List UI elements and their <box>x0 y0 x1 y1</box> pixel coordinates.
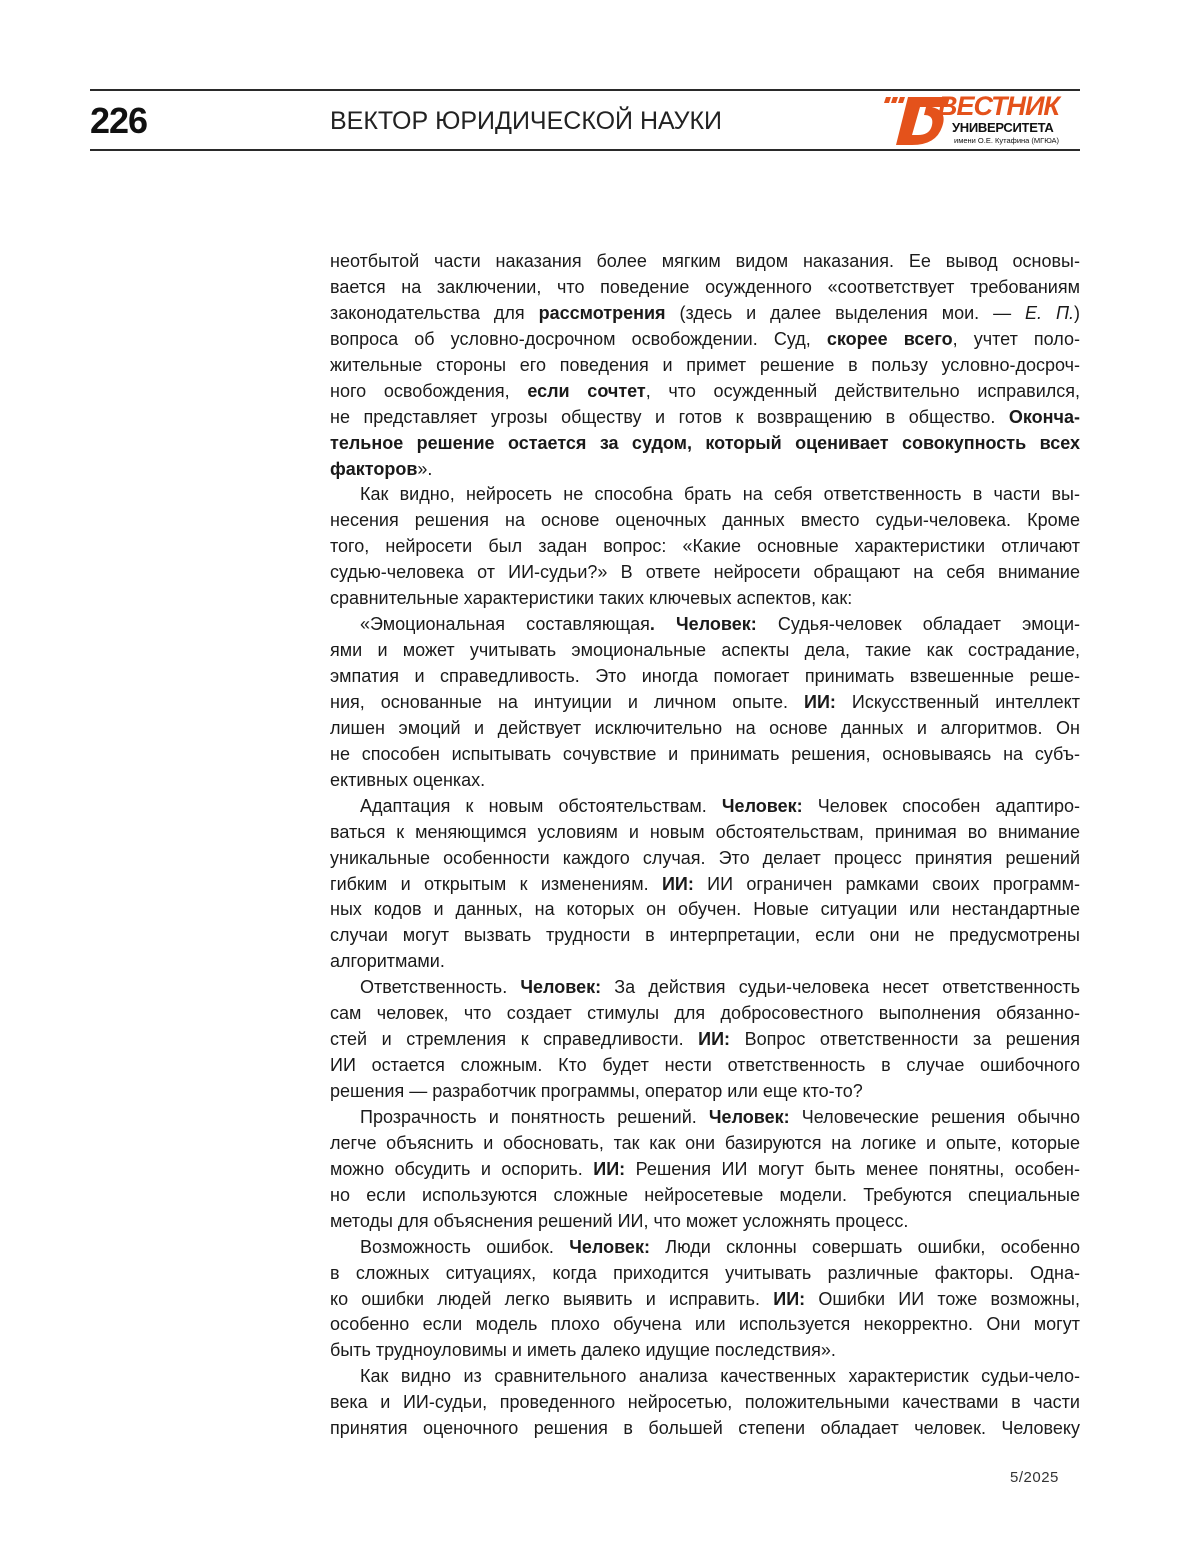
text-line <box>330 457 1080 483</box>
text-run: не представляет угрозы обществу и готов к возвращению в общество. <box>330 406 1009 427</box>
text-run: ями и может учитывать эмоциональные аспекты дела, такие как сострадание, <box>330 640 1080 661</box>
text-line <box>330 1105 1080 1131</box>
text-line <box>330 1287 1080 1313</box>
text-line <box>330 1027 1080 1053</box>
text-line <box>330 1416 1080 1442</box>
text-line <box>330 431 1080 457</box>
text-line <box>330 742 1080 768</box>
text-run: принятия оценочного решения в большей степени обладает человек. Человеку <box>330 1418 1080 1439</box>
text-run: ) <box>1074 302 1080 323</box>
text-run: судью-человека от ИИ-судьи?» В ответе нейросети обращают на себя внимание <box>330 562 1080 583</box>
text-line <box>330 301 1080 327</box>
text-line <box>330 586 1080 612</box>
text-run: гибким и открытым к изменениям. <box>330 873 662 894</box>
text-line <box>330 846 1080 872</box>
bold-text: Человек: <box>520 977 602 998</box>
journal-logo <box>882 93 1082 148</box>
text-line <box>330 975 1080 1001</box>
text-run: уникальные особенности каждого случая. Это делает процесс принятия решений <box>330 847 1080 868</box>
text-run: решения — разработчик программы, оператор или еще кто-то? <box>330 1081 863 1101</box>
bold-text: Человек: <box>569 1236 650 1257</box>
text-run: Как видно из сравнительного анализа качественных характеристик судьи-чело- <box>360 1366 1080 1387</box>
text-run: ного освобождения, <box>330 380 528 401</box>
text-run: Ошибки ИИ тоже возможны, <box>805 1288 1080 1309</box>
text-line <box>330 664 1080 690</box>
text-line <box>330 949 1080 975</box>
text-run: века и ИИ-судьи, проведенного нейросетью, положительными качествами в части <box>330 1392 1080 1413</box>
bold-text: факторов <box>330 458 418 479</box>
text-run: (здесь и далее выделения мои. — <box>665 302 1026 323</box>
text-run: ваться к меняющимся условиям и новым обстоятельствам, принимая во внимание <box>330 821 1080 842</box>
text-line <box>330 1079 1080 1105</box>
text-line <box>330 716 1080 742</box>
text-line <box>330 249 1080 275</box>
article-body <box>330 249 1080 1442</box>
text-line <box>330 508 1080 534</box>
text-run: сам человек, что создает стимулы для добросовестного выполнения обязанно- <box>330 1003 1080 1024</box>
text-run: но если используются сложные нейросетевые модели. Требуются специальные <box>330 1184 1080 1205</box>
bold-text: скорее всего <box>826 328 953 349</box>
header-bottom-rule <box>90 149 1080 151</box>
text-run: в сложных ситуациях, когда приходится учитывать различные факторы. Одна- <box>330 1262 1080 1283</box>
text-run: Человеческие решения обычно <box>789 1106 1080 1127</box>
text-run: жительные стороны его поведения и примет решение в пользу условно-досроч- <box>330 354 1080 375</box>
text-run: Возможность ошибок. <box>360 1236 570 1257</box>
text-line <box>330 872 1080 898</box>
text-line <box>330 405 1080 431</box>
text-run: Прозрачность и понятность решений. <box>360 1106 709 1127</box>
text-run: ективных оценках. <box>330 769 486 790</box>
bold-text: ИИ: <box>804 691 836 712</box>
text-line <box>330 1209 1080 1235</box>
bold-text: Человек: <box>708 1106 790 1127</box>
text-run: Вопрос ответственности за решения <box>730 1029 1080 1050</box>
journal-section-title: ВЕКТОР ЮРИДИЧЕСКОЙ НАУКИ <box>330 107 723 135</box>
text-line <box>330 820 1080 846</box>
text-run: Человек способен адаптиро- <box>802 795 1080 816</box>
text-run: законодательства для <box>330 302 539 323</box>
text-run: эмпатия и справедливость. Это иногда помогает принимать взвешенные реше- <box>330 666 1080 686</box>
text-line <box>330 897 1080 923</box>
logo-line1: ВЕСТНИК <box>938 91 1059 121</box>
bold-text: ИИ: <box>661 873 694 894</box>
text-line <box>330 768 1080 794</box>
text-line <box>330 1183 1080 1209</box>
text-run: Искусственный интеллект <box>835 691 1081 712</box>
text-run: вается на заключении, что поведение осужденного «соответствует требованиям <box>330 276 1080 297</box>
text-run: Адаптация к новым обстоятельствам. <box>360 795 722 816</box>
text-line <box>330 353 1080 379</box>
text-line <box>330 638 1080 664</box>
text-run: случаи могут вызвать трудности в интерпретации, если они не предусмотрены <box>330 925 1080 946</box>
bold-text: рассмотрения <box>538 302 666 323</box>
text-run: особенно если модель плохо обучена или используется некорректно. Они могут <box>330 1314 1080 1335</box>
bold-text: ИИ: <box>593 1158 626 1179</box>
text-line <box>330 327 1080 353</box>
bold-text: Человек: <box>721 795 803 816</box>
text-run: Как видно, нейросеть не способна брать на себя ответственность в части вы- <box>360 484 1080 505</box>
text-run: не способен испытывать сочувствие и принимать решения, основываясь на субъ- <box>330 743 1080 764</box>
text-line <box>330 482 1080 508</box>
text-run: , учтет поло- <box>952 328 1080 349</box>
text-line <box>330 1338 1080 1364</box>
text-run: вопроса об условно-досрочном освобождении. Суд, <box>330 328 827 349</box>
text-line <box>330 1312 1080 1338</box>
text-line <box>330 1235 1080 1261</box>
text-run: сравнительные характеристики таких ключевых аспектов, как: <box>330 588 853 609</box>
text-line <box>330 1390 1080 1416</box>
text-run: ния, основанные на интуиции и личном опыте. <box>330 691 804 712</box>
logo-line3: имени О.Е. Кутафина (МГЮА) <box>954 136 1060 145</box>
text-line <box>330 1053 1080 1079</box>
text-run: Решения ИИ могут быть менее понятны, особен- <box>625 1158 1080 1179</box>
text-run: ». <box>417 458 433 479</box>
text-line <box>330 1261 1080 1287</box>
text-run: методы для объяснения решений ИИ, что может усложнять процесс. <box>330 1210 909 1231</box>
header-top-rule <box>90 89 1080 91</box>
text-line <box>330 1157 1080 1183</box>
text-run: ИИ ограничен рамками своих программ- <box>693 873 1081 894</box>
bold-text: ИИ: <box>698 1029 731 1050</box>
bold-text: ИИ: <box>773 1288 806 1309</box>
text-line <box>330 379 1080 405</box>
text-line <box>330 923 1080 949</box>
text-line <box>330 1364 1080 1390</box>
bold-text: . Человек: <box>649 614 757 635</box>
issue-number: 5/2025 <box>1010 1469 1059 1486</box>
text-run: лишен эмоций и действует исключительно на основе данных и алгоритмов. Он <box>330 717 1080 738</box>
text-line <box>330 534 1080 560</box>
text-run: легче объяснить и обосновать, так как они базируются на логике и опыте, которые <box>330 1132 1080 1153</box>
text-run: того, нейросети был задан вопрос: «Какие основные характеристики отличают <box>330 536 1080 557</box>
text-run: можно обсудить и оспорить. <box>330 1158 594 1179</box>
text-line <box>330 690 1080 716</box>
bold-text: тельное решение остается за судом, который оценивает совокупность всех <box>330 432 1080 453</box>
bold-text: Оконча- <box>1008 406 1080 427</box>
text-run: стей и стремления к справедливости. <box>330 1029 699 1050</box>
text-run: несения решения на основе оценочных данных вместо судьи-человека. Кроме <box>330 510 1080 531</box>
text-line <box>330 1001 1080 1027</box>
text-run: неотбытой части наказания более мягким видом наказания. Ее вывод основы- <box>330 251 1080 271</box>
bold-text: если сочтет <box>527 380 646 401</box>
text-run: ко ошибки людей легко выявить и исправить. <box>330 1288 774 1309</box>
text-line <box>330 560 1080 586</box>
italic-text: Е. П. <box>1025 302 1074 323</box>
text-run: алгоритмами. <box>330 951 445 972</box>
text-line <box>330 1131 1080 1157</box>
text-run: ных кодов и данных, на которых он обучен. Новые ситуации или нестандартные <box>330 899 1080 920</box>
text-run: «Эмоциональная составляющая <box>360 614 650 635</box>
text-run: Ответственность. <box>360 977 521 998</box>
text-run: Люди склонны совершать ошибки, особенно <box>649 1236 1080 1257</box>
text-line <box>330 612 1080 638</box>
text-line <box>330 794 1080 820</box>
text-line <box>330 275 1080 301</box>
text-run: Судья-человек обладает эмоци- <box>756 614 1081 635</box>
text-run: ИИ остается сложным. Кто будет нести ответственность в случае ошибочного <box>330 1055 1080 1076</box>
text-run: За действия судьи-человека несет ответственность <box>601 977 1080 998</box>
text-run: , что осужденный действительно исправился, <box>645 380 1081 401</box>
logo-line2: УНИВЕРСИТЕТА <box>952 120 1054 135</box>
text-run: быть трудноуловимы и иметь далеко идущие последствия». <box>330 1340 836 1361</box>
page-number: 226 <box>90 100 148 141</box>
